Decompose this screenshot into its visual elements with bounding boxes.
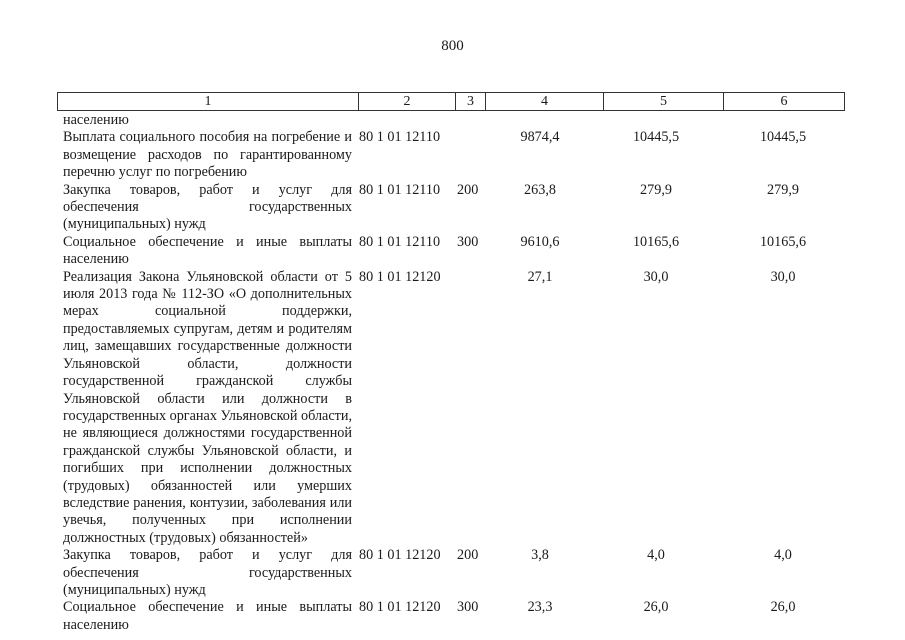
row-amount-col5: 10165,6 — [632, 233, 680, 250]
row-amount-col5: 279,9 — [640, 181, 672, 198]
row-target-code: 80 1 01 12110 — [359, 181, 441, 198]
column-header-5: 5 — [604, 93, 724, 111]
table-row — [63, 182, 853, 234]
row-description: населению — [63, 112, 129, 128]
budget-table-body — [63, 112, 853, 634]
row-target-code: 80 1 01 12110 — [359, 233, 441, 250]
row-amount-col6: 4,0 — [774, 547, 792, 564]
column-header-1: 1 — [58, 93, 359, 111]
column-header-row — [58, 93, 845, 111]
row-description: Закупка товаров, работ и услуг для обеспечения государственных (муниципальных) нужд — [63, 181, 352, 233]
row-amount-col4: 27,1 — [527, 268, 553, 285]
row-target-code: 80 1 01 12120 — [359, 268, 441, 285]
column-header-3: 3 — [456, 93, 486, 111]
row-expense-type: 300 — [457, 599, 479, 616]
row-target-code: 80 1 01 12120 — [359, 599, 441, 616]
row-amount-col4: 23,3 — [527, 599, 553, 616]
row-target-code: 80 1 01 12110 — [359, 129, 441, 146]
column-header-2: 2 — [359, 93, 456, 111]
row-expense-type: 200 — [457, 547, 479, 564]
row-description: Закупка товаров, работ и услуг для обеспечения государственных (муниципальных) нужд — [63, 547, 352, 598]
row-description: Реализация Закона Ульяновской области от 5 июля 2013 года № 112-ЗО «О дополнительных мерах социальной поддержки, предоставляемых супругам, детям и родителям лиц, замещавших государственные должности Ульяновской области, должности государственной гражданской службы Ульяновской области или должности в государственных органах Ульяновской области, не являющиеся должностями государственной гражданской службы Ульяновской области, и погибших при исполнении должностных (трудовых) обязанностей или умерших вследствие ранения, контузии, заболевания или увечья, полученных при исполнении должностных (трудовых) обязанностей» — [63, 268, 352, 546]
row-amount-col6: 10445,5 — [759, 129, 807, 146]
row-expense-type: 200 — [457, 181, 479, 198]
table-row — [63, 112, 853, 129]
row-description: Социальное обеспечение и иные выплаты населению — [63, 599, 352, 633]
page-number: 800 — [441, 38, 464, 54]
row-amount-col6: 279,9 — [767, 181, 799, 198]
row-description: Социальное обеспечение и иные выплаты населению — [63, 233, 352, 268]
row-description: Выплата социального пособия на погребение и возмещение расходов по гарантированному перечню услуг по погребению — [63, 129, 352, 181]
table-row — [63, 547, 853, 599]
row-amount-col6: 26,0 — [770, 599, 796, 616]
row-target-code: 80 1 01 12120 — [359, 547, 441, 564]
row-amount-col4: 9610,6 — [520, 233, 560, 250]
row-amount-col4: 9874,4 — [520, 129, 560, 146]
table-row — [63, 234, 853, 269]
row-expense-type: 300 — [457, 233, 479, 250]
column-header-table — [57, 92, 845, 111]
row-amount-col6: 10165,6 — [759, 233, 807, 250]
row-amount-col6: 30,0 — [770, 268, 796, 285]
row-amount-col5: 30,0 — [643, 268, 669, 285]
row-amount-col5: 4,0 — [647, 547, 665, 564]
row-amount-col4: 3,8 — [531, 547, 549, 564]
row-amount-col5: 26,0 — [643, 599, 669, 616]
row-amount-col5: 10445,5 — [632, 129, 680, 146]
table-row — [63, 129, 853, 181]
table-row — [63, 599, 853, 634]
table-row — [63, 269, 853, 548]
column-header-4: 4 — [486, 93, 604, 111]
row-amount-col4: 263,8 — [524, 181, 556, 198]
column-header-6: 6 — [724, 93, 845, 111]
